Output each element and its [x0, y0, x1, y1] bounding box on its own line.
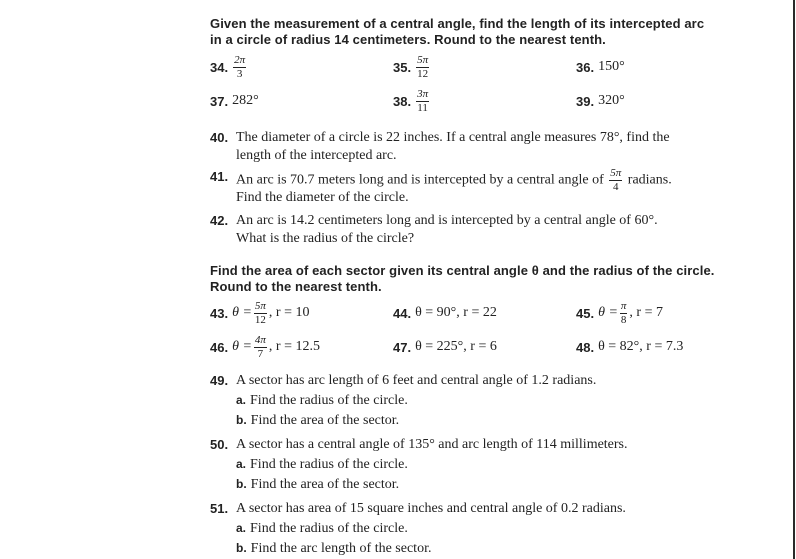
problem-text: A sector has arc length of 6 feet and central angle of 1.2 radians.: [236, 373, 597, 388]
part-text: Find the radius of the circle.: [250, 521, 408, 536]
denominator: 4: [613, 181, 619, 193]
fraction: [416, 89, 429, 114]
exercise-number: 48.: [576, 339, 595, 355]
exercise-row-34-36: [210, 52, 770, 82]
part-label: a.: [236, 457, 247, 471]
exercise-number: 46.: [210, 339, 229, 355]
part-label: a.: [236, 393, 247, 407]
denominator: 3: [236, 67, 243, 80]
problem-51: [210, 500, 750, 518]
part-label: b.: [236, 541, 247, 555]
radius-expr: , r = 7: [629, 305, 663, 320]
part-label: a.: [236, 521, 247, 535]
problem-49: [210, 372, 750, 390]
fraction: [416, 55, 429, 80]
part-text: Find the radius of the circle.: [250, 457, 408, 472]
exercise-number: 45.: [576, 305, 595, 321]
problem-50-part-b: [236, 475, 399, 494]
part-text: Find the area of the sector.: [250, 413, 400, 428]
exercise-value: 150°: [598, 59, 625, 74]
exercise-44: [393, 298, 497, 328]
numerator: 5π: [610, 167, 622, 179]
exercise-row-46-48: [210, 332, 770, 362]
exercise-34: [210, 52, 248, 82]
part-text: Find the area of the sector.: [250, 477, 400, 492]
exercise-value: 282°: [232, 93, 259, 108]
fraction: [609, 168, 622, 193]
exercise-number: 37.: [210, 93, 229, 109]
denominator: 7: [257, 347, 264, 360]
numerator: 3π: [417, 87, 429, 100]
problem-42: [210, 212, 750, 248]
problem-number: 40.: [210, 130, 229, 145]
exercise-expr: θ = 90°, r = 22: [415, 305, 497, 320]
fraction: [254, 301, 267, 326]
exercise-36: [576, 52, 625, 82]
problem-40: [210, 129, 750, 165]
problem-text-line2: What is the radius of the circle?: [236, 231, 415, 246]
problem-text-post: radians.: [627, 172, 672, 188]
section1-instructions-line1: Given the measurement of a central angle, find the length of its intercepted arc: [210, 16, 705, 31]
radius-expr: , r = 12.5: [268, 339, 320, 354]
problem-number: 41.: [210, 169, 229, 184]
part-label: b.: [236, 477, 247, 491]
exercise-47: [393, 332, 497, 362]
exercise-35: [393, 52, 431, 82]
exercise-row-37-39: [210, 86, 770, 116]
exercise-number: 39.: [576, 93, 595, 109]
exercise-number: 36.: [576, 59, 595, 75]
section2-instructions: [210, 263, 715, 295]
exercise-number: 43.: [210, 305, 229, 321]
numerator: 5π: [254, 299, 266, 312]
problem-number: 42.: [210, 213, 229, 228]
page-edge-divider: [793, 0, 795, 559]
exercise-37: [210, 86, 259, 116]
numerator: 4π: [254, 333, 266, 346]
exercise-number: 34.: [210, 59, 229, 75]
exercise-46: [210, 332, 320, 362]
problem-number: 51.: [210, 501, 229, 516]
exercise-expr: θ = 225°, r = 6: [415, 339, 497, 354]
denominator: 8: [620, 313, 627, 326]
problem-number: 50.: [210, 437, 229, 452]
exercise-number: 35.: [393, 59, 412, 75]
exercise-row-43-45: [210, 298, 770, 328]
part-text: Find the arc length of the sector.: [250, 541, 432, 556]
theta-label: θ =: [232, 305, 252, 320]
denominator: 12: [417, 67, 429, 80]
problem-text-line2: Find the diameter of the circle.: [236, 190, 409, 205]
section1-instructions-line2: in a circle of radius 14 centimeters. Round to the nearest tenth.: [210, 32, 606, 47]
problem-51-part-a: [236, 519, 408, 538]
section1-instructions: [210, 16, 704, 48]
exercise-value: 320°: [598, 93, 625, 108]
problem-50-part-a: [236, 455, 408, 474]
denominator: 12: [254, 313, 266, 326]
problem-51-part-b: [236, 539, 431, 558]
problem-text-line1: An arc is 14.2 centimeters long and is intercepted by a central angle of 60°.: [236, 213, 658, 228]
theta-label: θ =: [232, 339, 252, 354]
problem-50: [210, 436, 750, 454]
exercise-number: 44.: [393, 305, 412, 321]
fraction: [620, 301, 628, 326]
problem-text: A sector has a central angle of 135° and arc length of 114 millimeters.: [236, 437, 628, 452]
problem-49-part-b: [236, 411, 399, 430]
part-text: Find the radius of the circle.: [250, 393, 408, 408]
problem-text-line2: length of the intercepted arc.: [236, 148, 397, 163]
problem-41: [210, 168, 750, 207]
exercise-39: [576, 86, 625, 116]
fraction: [254, 335, 267, 360]
exercise-43: [210, 298, 309, 328]
exercise-48: [576, 332, 683, 362]
radius-expr: , r = 10: [268, 305, 310, 320]
numerator: 5π: [417, 53, 429, 66]
exercise-expr: θ = 82°, r = 7.3: [598, 339, 684, 354]
fraction: [233, 55, 246, 80]
exercise-number: 38.: [393, 93, 412, 109]
denominator: 11: [417, 101, 428, 114]
numerator: 2π: [234, 53, 246, 66]
exercise-38: [393, 86, 431, 116]
theta-label: θ =: [598, 305, 618, 320]
exercise-45: [576, 298, 663, 328]
problem-text-pre: An arc is 70.7 meters long and is intercepted by a central angle of: [236, 172, 604, 188]
problem-text-line1: The diameter of a circle is 22 inches. If a central angle measures 78°, find the: [236, 130, 670, 145]
part-label: b.: [236, 413, 247, 427]
exercise-number: 47.: [393, 339, 412, 355]
problem-text: A sector has area of 15 square inches and central angle of 0.2 radians.: [236, 501, 626, 516]
problem-number: 49.: [210, 373, 229, 388]
section2-instructions-line2: Round to the nearest tenth.: [210, 279, 382, 294]
section2-instructions-line1: Find the area of each sector given its central angle θ and the radius of the circle.: [210, 263, 715, 278]
numerator: π: [620, 299, 627, 312]
problem-49-part-a: [236, 391, 408, 410]
